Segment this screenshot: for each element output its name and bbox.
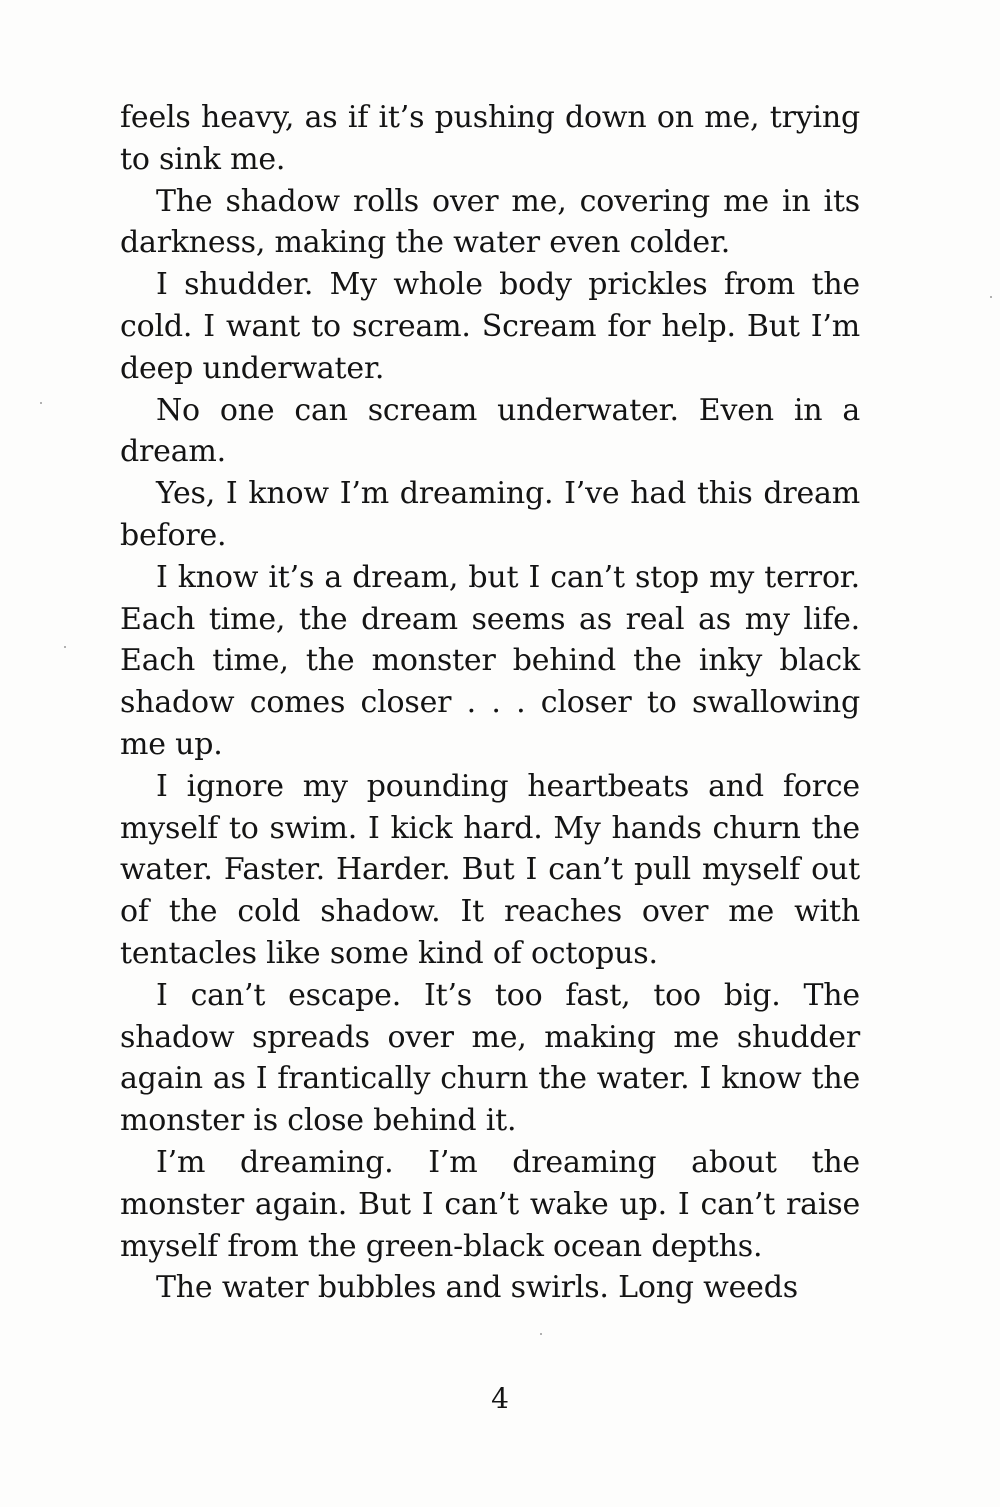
paper-speck bbox=[64, 646, 66, 648]
paragraph: I can’t escape. It’s too fast, too big. The shadow spreads over me, making me shudder again as I frantically churn the water. I know the monster is close behind it. bbox=[120, 977, 860, 1139]
paragraph: The water bubbles and swirls. Long weeds bbox=[156, 1270, 798, 1306]
paragraph: I know it’s a dream, but I can’t stop my terror. Each time, the dream seems as real as my life. Each time, the monster behind the inky black shadow comes closer . . . closer to swallowing me up. bbox=[120, 559, 860, 762]
paper-speck bbox=[540, 1333, 542, 1335]
paragraph: I ignore my pounding heartbeats and force myself to swim. I kick hard. My hands churn the water. Faster. Harder. But I can’t pull myself out of the cold shadow. It reaches over me with tentacles like some kind of octopus. bbox=[120, 768, 860, 971]
paragraph: I’m dreaming. I’m dreaming about the monster again. But I can’t wake up. I can’t raise myself from the green-black ocean depths. bbox=[120, 1144, 860, 1264]
paragraph: The shadow rolls over me, covering me in its darkness, making the water even colder. bbox=[120, 183, 860, 261]
paper-speck bbox=[990, 296, 992, 298]
paragraph: No one can scream underwater. Even in a dream. bbox=[120, 392, 860, 470]
paragraph: I shudder. My whole body prickles from the cold. I want to scream. Scream for help. But I’m deep underwater. bbox=[120, 267, 860, 386]
body-text bbox=[120, 97, 860, 1309]
page-number: 4 bbox=[491, 1382, 509, 1415]
paragraph: Yes, I know I’m dreaming. I’ve had this dream before. bbox=[120, 476, 860, 553]
paper-speck bbox=[40, 402, 42, 404]
paragraph: feels heavy, as if it’s pushing down on me, trying to sink me. bbox=[120, 100, 860, 177]
